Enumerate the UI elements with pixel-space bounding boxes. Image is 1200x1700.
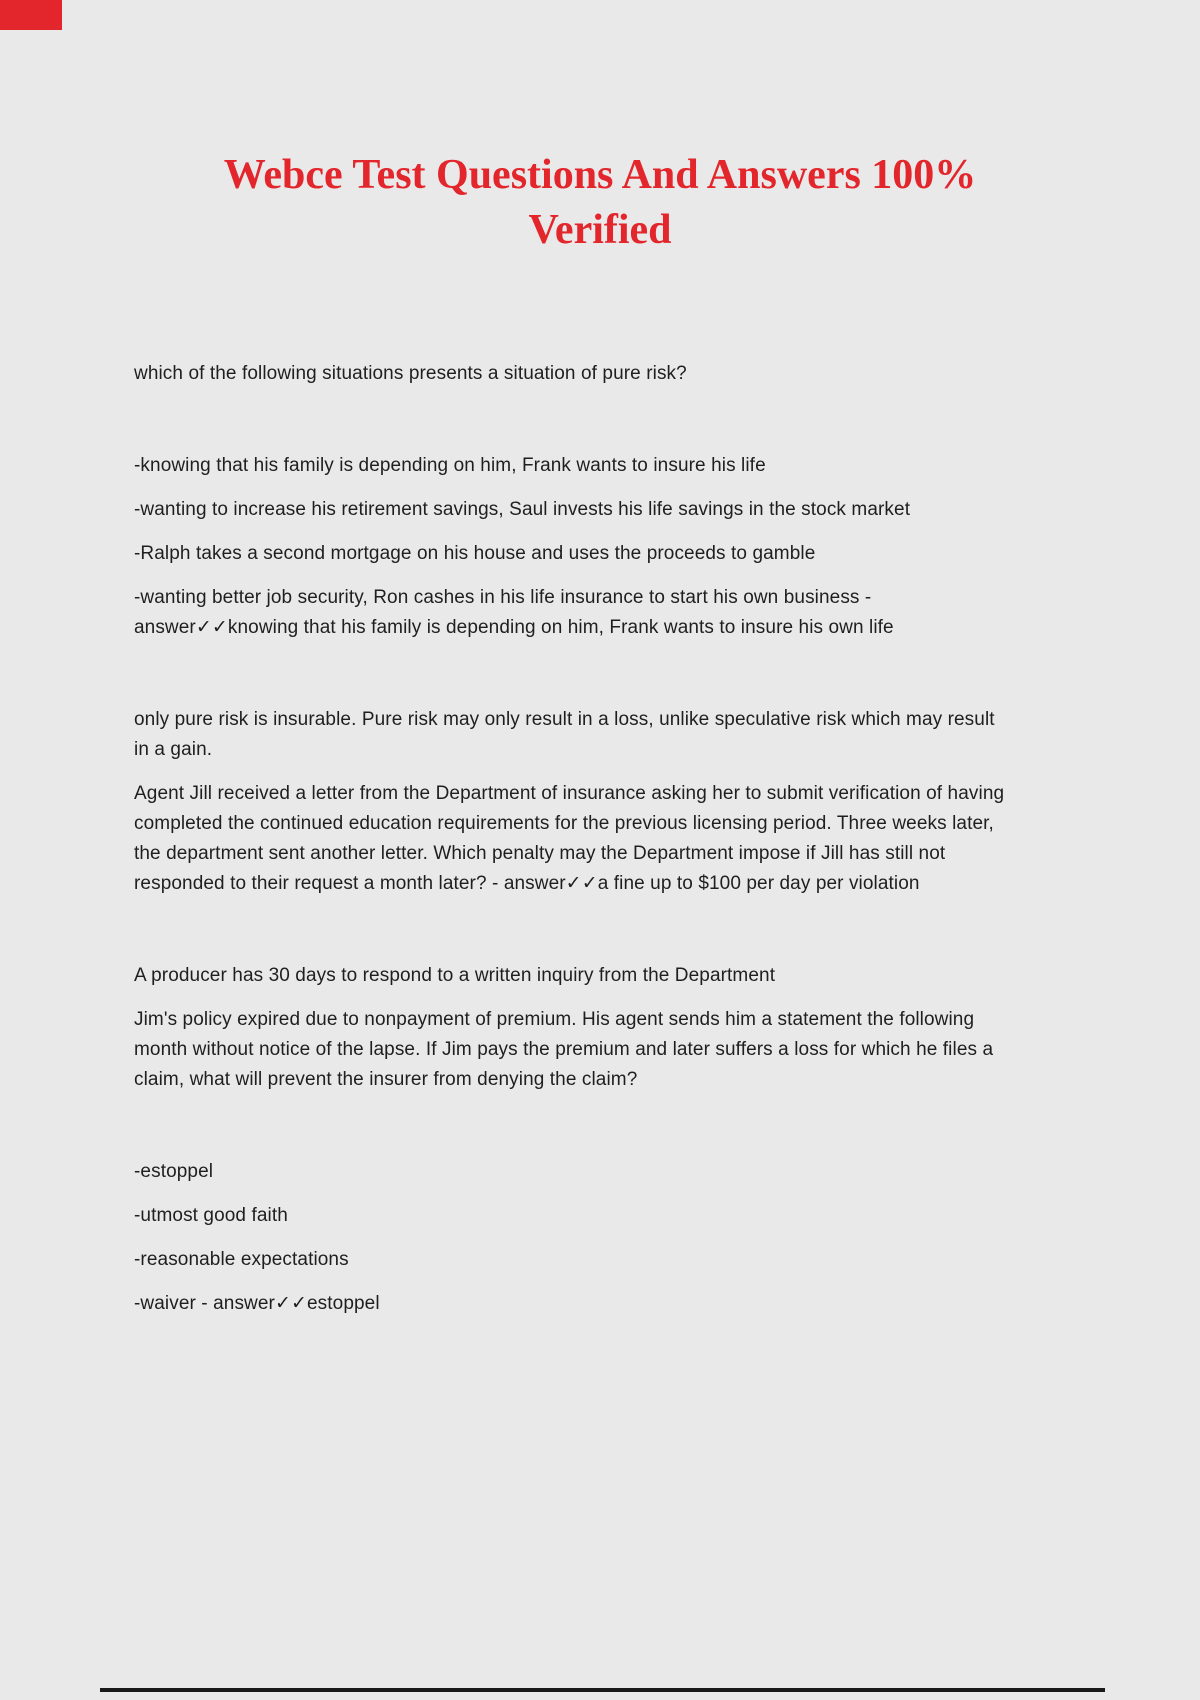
paragraph-option: -utmost good faith (134, 1205, 288, 1227)
document-body (134, 148, 1066, 1333)
paragraph-option: -estoppel (134, 1161, 214, 1183)
paragraph-question: Jim's policy expired due to nonpayment of premium. His agent sends him a statement the following month without notice of the lapse. If Jim pays the premium and later suffers a loss for which he files a claim, what will prevent the insurer from denying the claim? (134, 1009, 994, 1091)
paragraph-option: -knowing that his family is depending on him, Frank wants to insure his life (134, 455, 766, 477)
document-title: Webce Test Questions And Answers 100% Verified (223, 152, 977, 253)
footer-rule (100, 1688, 1105, 1692)
paragraph-explanation: only pure risk is insurable. Pure risk may only result in a loss, unlike speculative risk which may result in a gain. (134, 709, 995, 761)
paragraph-option: -Ralph takes a second mortgage on his house and uses the proceeds to gamble (134, 543, 816, 565)
paragraph-question-answer: Agent Jill received a letter from the Department of insurance asking her to submit verification of having completed the continued education requirements for the previous licensing period. Three weeks later, the department sent another letter. Which penalty may the Department impose if Jill has still not responded to their request a month later? - answer✓✓a fine up to $100 per day per violation (134, 783, 1005, 895)
paragraph-option: -reasonable expectations (134, 1249, 349, 1271)
paragraph-statement: A producer has 30 days to respond to a written inquiry from the Department (134, 965, 776, 987)
paragraph-option-answer: -wanting better job security, Ron cashes in his life insurance to start his own business - answer✓✓knowing that his family is depending on him, Frank wants to insure his own life (134, 587, 894, 639)
paragraph-question: which of the following situations presents a situation of pure risk? (134, 363, 687, 385)
paragraph-option-answer: -waiver - answer✓✓estoppel (134, 1293, 380, 1315)
paragraph-option: -wanting to increase his retirement savings, Saul invests his life savings in the stock market (134, 499, 911, 521)
corner-accent (0, 0, 62, 30)
